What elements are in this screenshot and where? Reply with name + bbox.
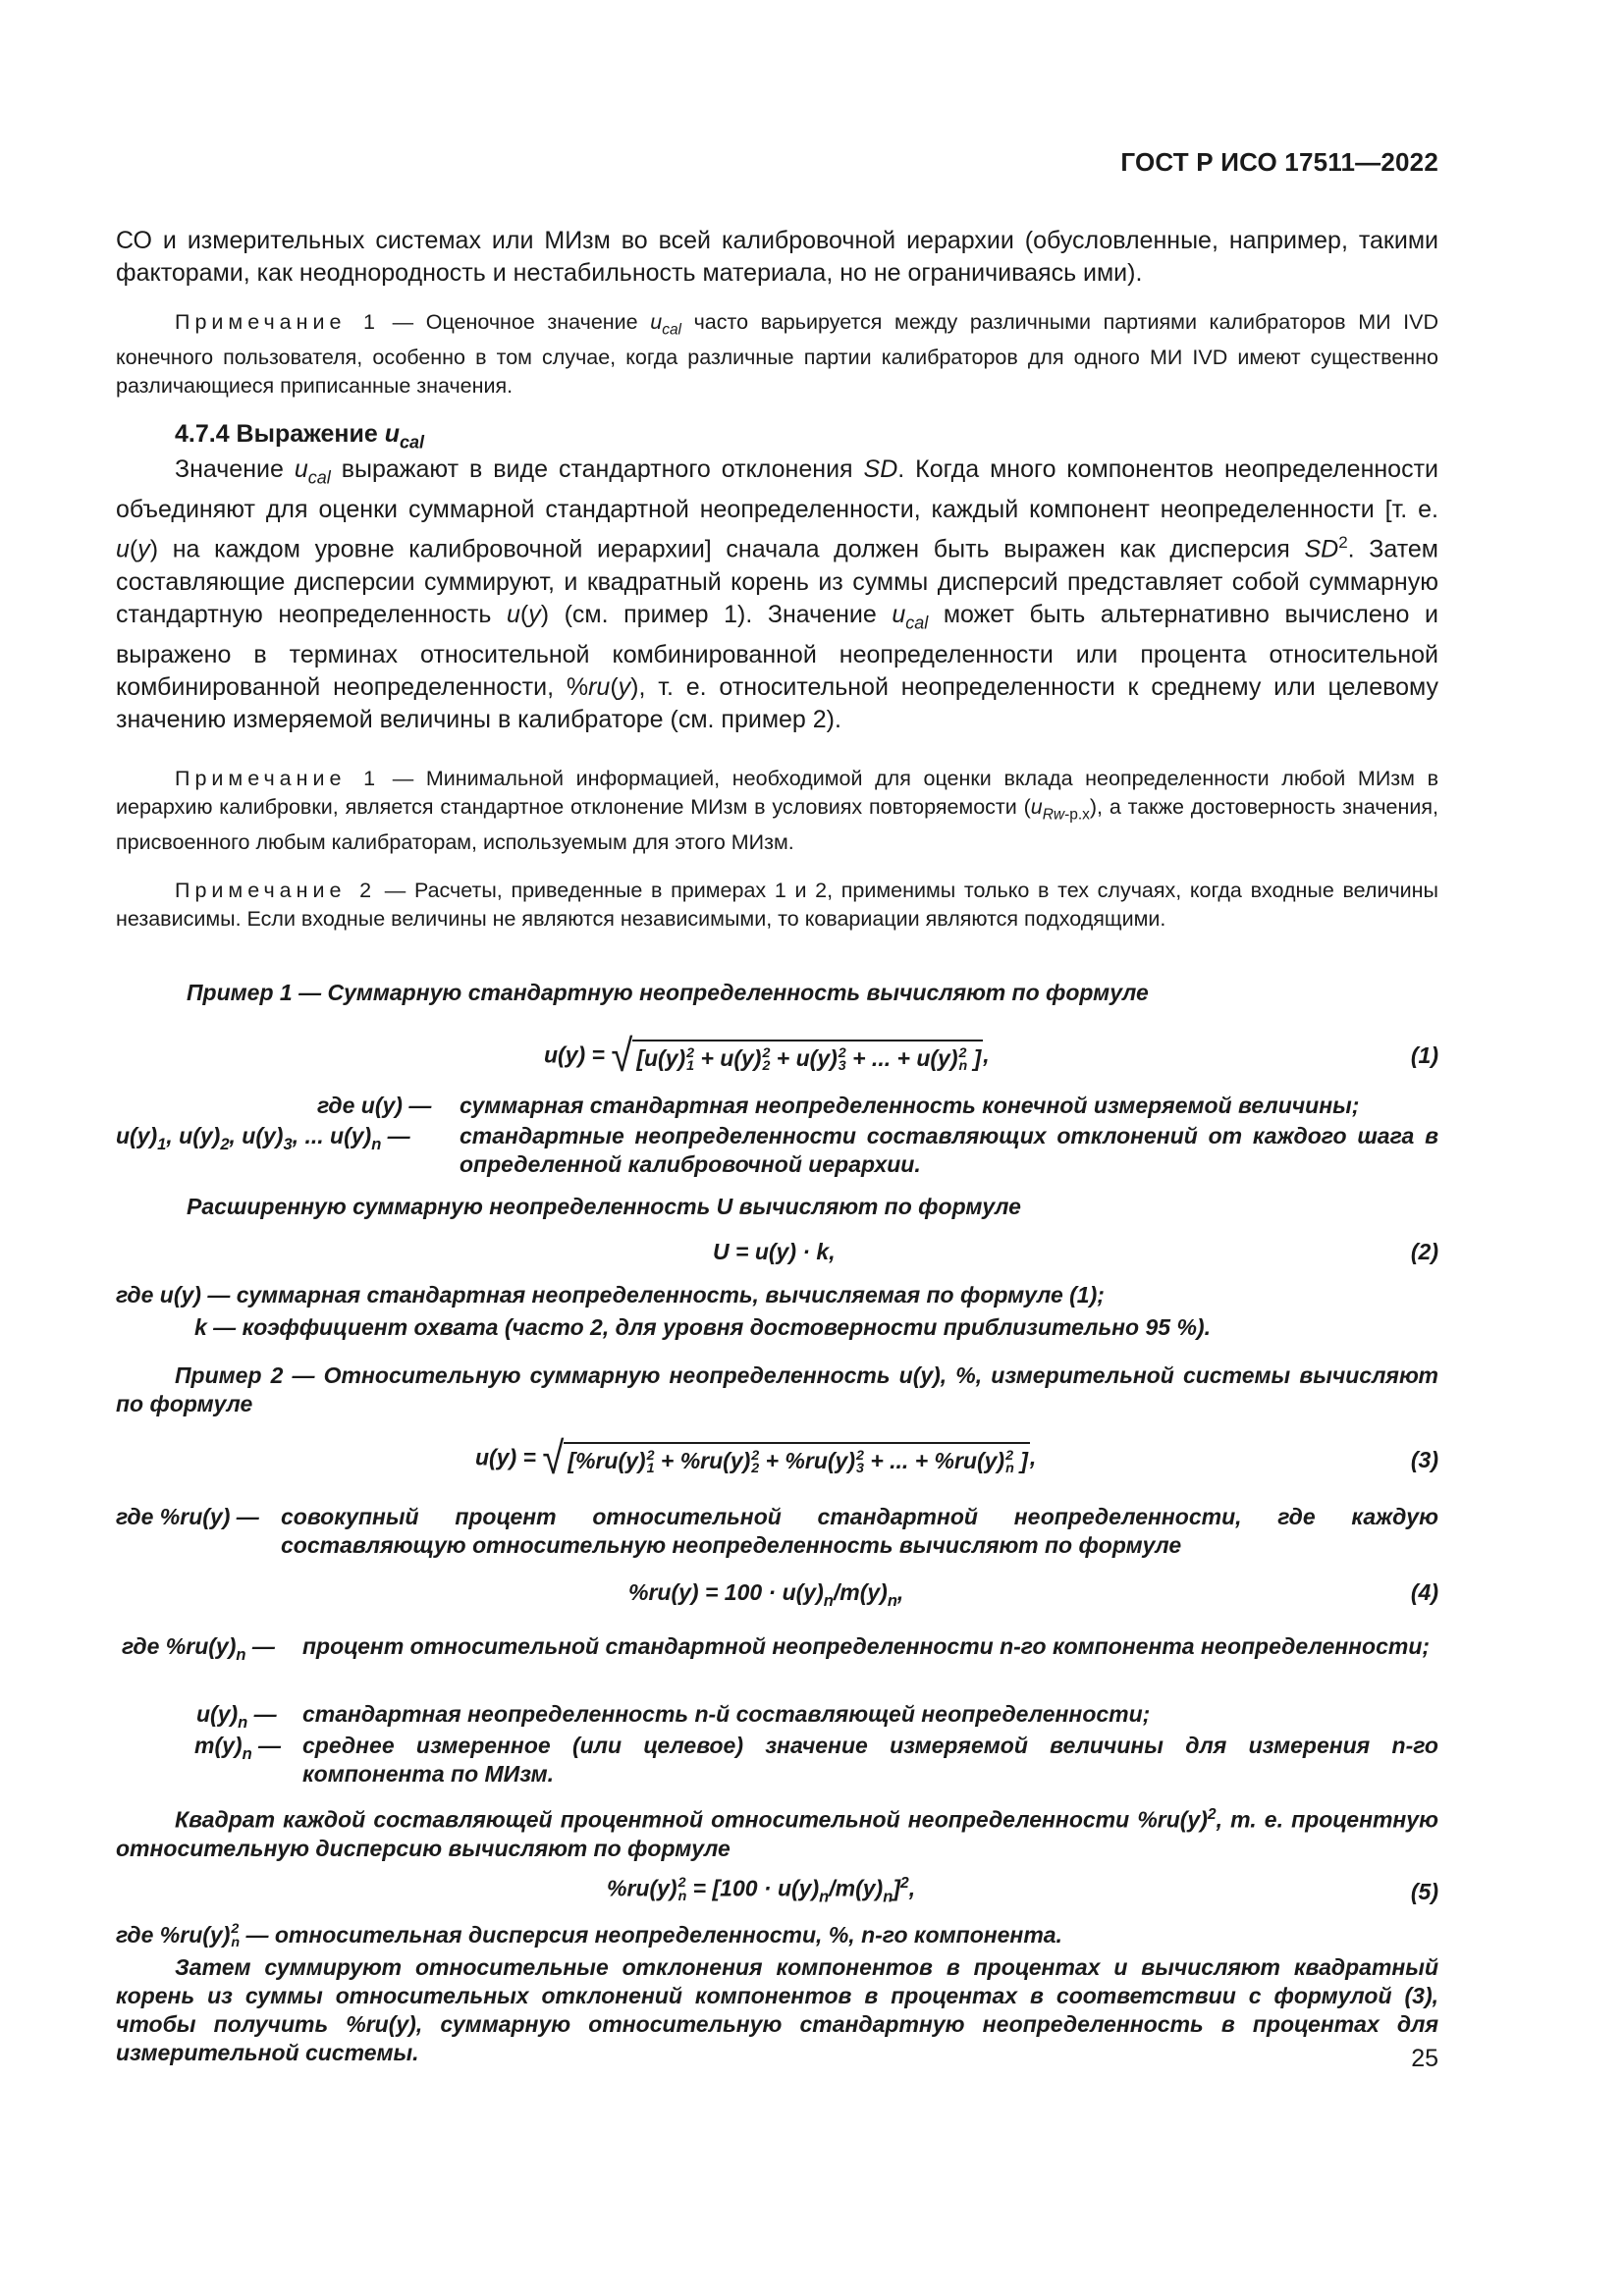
equation-number-5: (5): [1410, 1879, 1438, 1904]
formula-4: $\%ru(y) = 100 \cdot u(y)_n/m(y)_n$,: [628, 1579, 904, 1610]
note-2: Примечание 2 — Расчеты, приведенные в примерах 1 и 2, применимы только в тех случаях, когда входные величины независимы. Если входные величины не являются независимыми, то ковариации являются подходящими.: [116, 879, 1439, 931]
where-def-u-n: стандартная неопределенность n-й составляющей неопределенности;: [302, 1701, 1151, 1727]
where-ru-squared: где %ru(y) 2 n — относительная дисперсия неопределенности, %, n-го компонента.: [116, 1921, 1062, 1950]
formula-3: u(y) = √ [%ru(y) 2 1 + %ru(y) 2 2 + %ru(y) 2 3 + ... + %ru(y) 2 n ],: [475, 1433, 1037, 1484]
equation-number-1: (1): [1410, 1042, 1438, 1068]
where-term-components: $u(y)_1$, $u(y)_2$, $u(y)_3$, ... $u(y)_n$ —: [116, 1123, 410, 1153]
where-def-ru-n: процент относительной стандартной неопределенности n-го компонента неопределенности;: [302, 1633, 1431, 1659]
final-paragraph: Затем суммируют относительные отклонения компонентов в процентах и вычисляют квадратный корень из суммы относительных отклонений компонентов в процентах в соответствии с формулой (3), чтобы получить %ru(y), суммарную относительную стандартную неопределенность в процентах для измерительной системы.: [116, 1954, 1438, 2065]
note-1-a: Примечание 1 — Оценочное значение $u_{cal}$ часто варьируется между различными партиями калибраторов МИ IVD конечного пользователя, особенно в том случае, когда различные партии калибраторов для одного МИ IVD имеют существенно различающиеся приписанные значения.: [116, 310, 1439, 399]
section-heading: 4.7.4 Выражение $u_{cal}$: [175, 420, 425, 453]
where-term-ru-n: где $\%ru(y)_n$ —: [122, 1633, 275, 1664]
where-term-uy: где u(y) —: [317, 1093, 432, 1118]
formula-1: u(y) = √ [u(y) 2 1 + u(y) 2 2 + u(y) 2 3 + ... + u(y) 2 n ],: [544, 1031, 990, 1082]
standard-header: ГОСТ Р ИСО 17511—2022: [1120, 147, 1438, 177]
intro-paragraph: СО и измерительных системах или МИзм во всей калибровочной иерархии (обусловленные, например, такими факторами, как неоднородность и нестабильность материала, но не ограничиваясь ими).: [116, 227, 1438, 287]
where-k: k — коэффициент охвата (часто 2, для уровня достоверности приблизительно 95 %).: [194, 1314, 1211, 1340]
example-2-intro: Пример 2 — Относительную суммарную неопределенность u(y), %, измерительной системы вычисляют по формуле: [116, 1362, 1438, 1416]
equation-number-4: (4): [1410, 1579, 1438, 1605]
where-def-ru: совокупный процент относительной стандартной неопределенности, где каждую составляющую относительную неопределенность вычисляют по формуле: [281, 1504, 1438, 1558]
equation-number-2: (2): [1410, 1239, 1438, 1264]
where-def-m-n: среднее измеренное (или целевое) значение измеряемой величины для измерения n-го компонента по МИзм.: [302, 1733, 1438, 1787]
note-1-b: Примечание 1 — Минимальной информацией, необходимой для оценки вклада неопределенности любой МИзм в иерархию калибровки, является стандартное отклонение МИзм в условиях повторяемости $(u_{Rw-р.х})$, а также достоверность значения, присвоенного любым калибраторам, используемым для этого МИзм.: [116, 767, 1438, 855]
example-1-intro: Пример 1 — Суммарную стандартную неопределенность вычисляют по формуле: [187, 980, 1149, 1005]
equation-number-3: (3): [1410, 1447, 1438, 1472]
page-number: 25: [1411, 2045, 1438, 2072]
expanded-intro: Расширенную суммарную неопределенность U вычисляют по формуле: [187, 1194, 1021, 1219]
section-paragraph: Значение $u_{cal}$ выражают в виде стандартного отклонения SD. Когда много компонентов неопределенности объединяют для оценки суммарной стандартной неопределенности, каждый компонент неопределенности [т. е. u(y) на каждом уровне калибровочной иерархии] сначала должен быть выражен как дисперсия $SD^2$. Затем составляющие дисперсии суммируют, и квадратный корень из суммы дисперсий представляет собой суммарную стандартную неопределенность u(y) (см. пример 1). Значение $u_{cal}$ может быть альтернативно вычислено и выражено в терминах относительной комбинированной неопределенности или процента относительной комбинированной неопределенности, %ru(y), т. е. относительной неопределенности к среднему или целевому значению измеряемой величины в калибраторе (см. пример 2).: [116, 455, 1439, 733]
where-term-m-n: $m(y)_n$ —: [194, 1733, 282, 1763]
where-def-uy: суммарная стандартная неопределенность конечной измеряемой величины;: [460, 1093, 1360, 1118]
formula-2: U = u(y) · k,: [713, 1239, 836, 1264]
square-intro: Квадрат каждой составляющей процентной относительной неопределенности $\%ru(y)^2$, т. е. процентную относительную дисперсию вычисляют по формуле: [116, 1806, 1438, 1861]
document-page: [116, 0, 1438, 2296]
where-term-ru: где %ru(y) —: [116, 1504, 259, 1529]
where-term-u-n: $u(y)_n$ —: [196, 1701, 277, 1732]
note-label: Примечание 1: [175, 310, 381, 334]
formula-5: %ru(y) 2 n = $[100 \cdot u(y)_n/m(y)_n]^2$,: [607, 1874, 916, 1906]
where-uy-formula1: где u(y) — суммарная стандартная неопределенность, вычисляемая по формуле (1);: [116, 1282, 1105, 1308]
where-def-components: стандартные неопределенности составляющих отклонений от каждого шага в определенной калибровочной иерархии.: [460, 1123, 1438, 1177]
